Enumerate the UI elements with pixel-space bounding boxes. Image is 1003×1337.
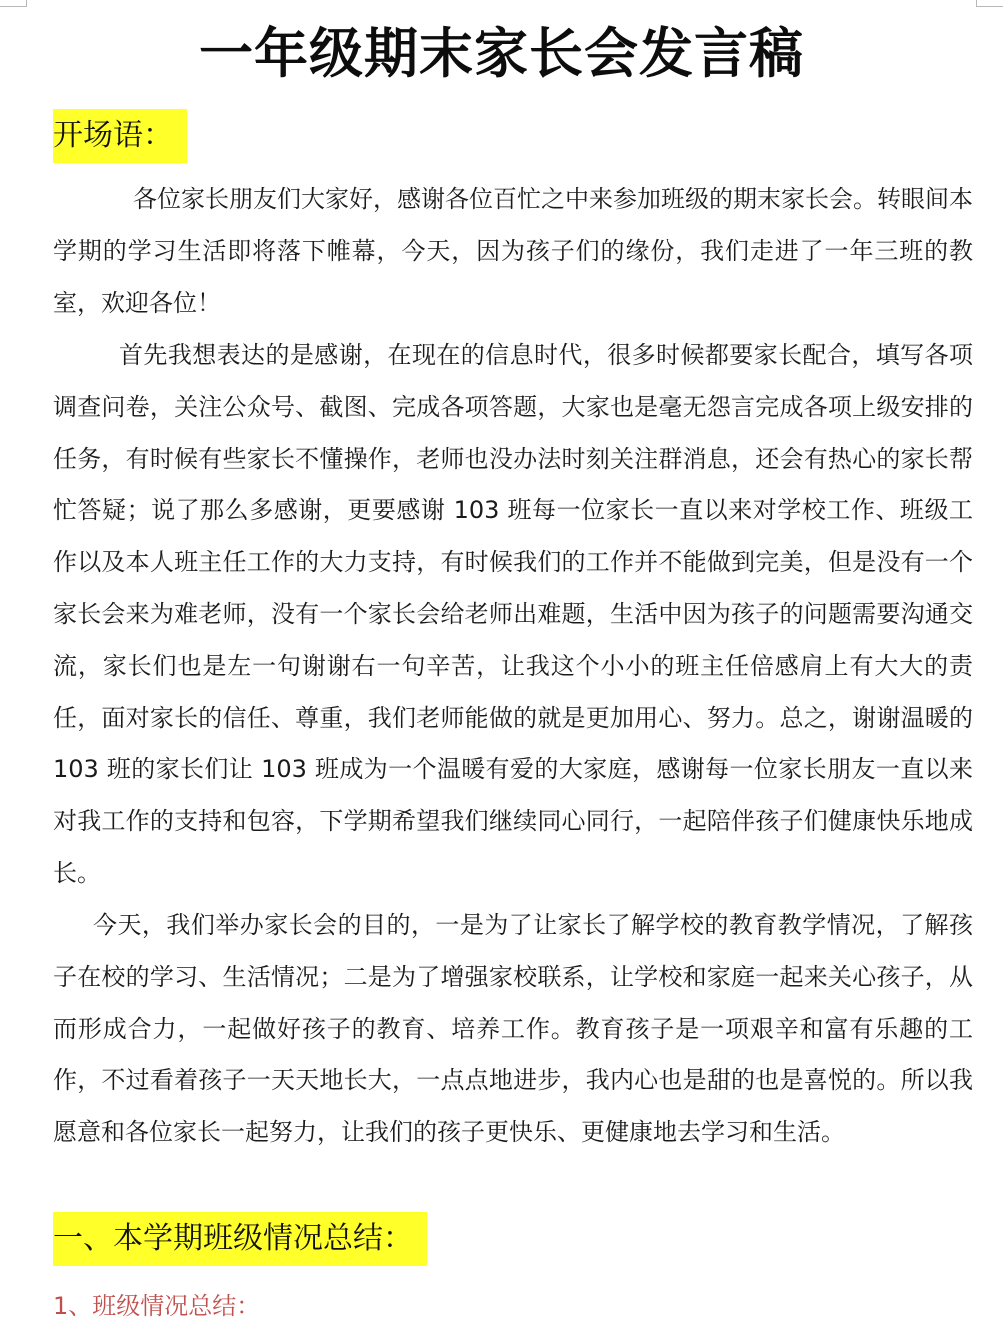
class-summary-subheading: 1、班级情况总结： (53, 1292, 261, 1320)
paragraph-text: 各位家长朋友们大家好，感谢各位百忙之中来参加班级的期末家长会。转眼间本学期的学习生活即将落下帷幕，今天，因为孩子们的缘份，我们走进了一年三班的教室，欢迎各位！ (53, 185, 973, 317)
crop-mark-top-left (0, 0, 27, 7)
paragraph-text: 首先我想表达的是感谢，在现在的信息时代，很多时候都要家长配合，填写各项调查问卷，关注公众号、截图、完成各项答题，大家也是毫无怨言完成各项上级安排的任务，有时候有些家长不懂操作，老师也没办法时刻关注群消息，还会有热心的家长帮忙答疑；说了那么多感谢，更要感谢 103 班每一位家长一直以来对学校工作、班级工作以及本人班主任工作的大力支持，有时候我们的工作并不能做到完美，但是没有一个家长会来为难老师，没有一个家长会给老师出难题，生活中因为孩子的问题需要沟通交流，家长们也是左一句谢谢右一句辛苦，让我这个小小的班主任倍感肩上有大大的责任，面对家长的信任、尊重，我们老师能做的就是更加用心、努力。总之，谢谢温暖的 103 班的家长们让 103 班成为一个温暖有爱的大家庭，感谢每一位家长朋友一直以来对我工作的支持和包容，下学期希望我们继续同心同行，一起陪伴孩子们健康快乐地成长。 (53, 341, 973, 887)
opening-paragraph-3 (53, 900, 973, 1159)
paragraph-text: 今天，我们举办家长会的目的，一是为了让家长了解学校的教育教学情况，了解孩子在校的学习、生活情况；二是为了增强家校联系，让学校和家庭一起来关心孩子，从而形成合力，一起做好孩子的教育、培养工作。教育孩子是一项艰辛和富有乐趣的工作，不过看着孩子一天天地长大，一点点地进步，我内心也是甜的也是喜悦的。所以我愿意和各位家长一起努力，让我们的孩子更快乐、更健康地去学习和生活。 (53, 911, 973, 1147)
section-summary-heading: 一、本学期班级情况总结： (53, 1212, 427, 1266)
document-title: 一年级期末家长会发言稿 (199, 22, 804, 85)
opening-heading: 开场语： (53, 109, 187, 163)
opening-paragraph-1 (53, 174, 973, 329)
crop-mark-top-right (976, 0, 1003, 7)
opening-paragraph-2 (53, 330, 973, 900)
